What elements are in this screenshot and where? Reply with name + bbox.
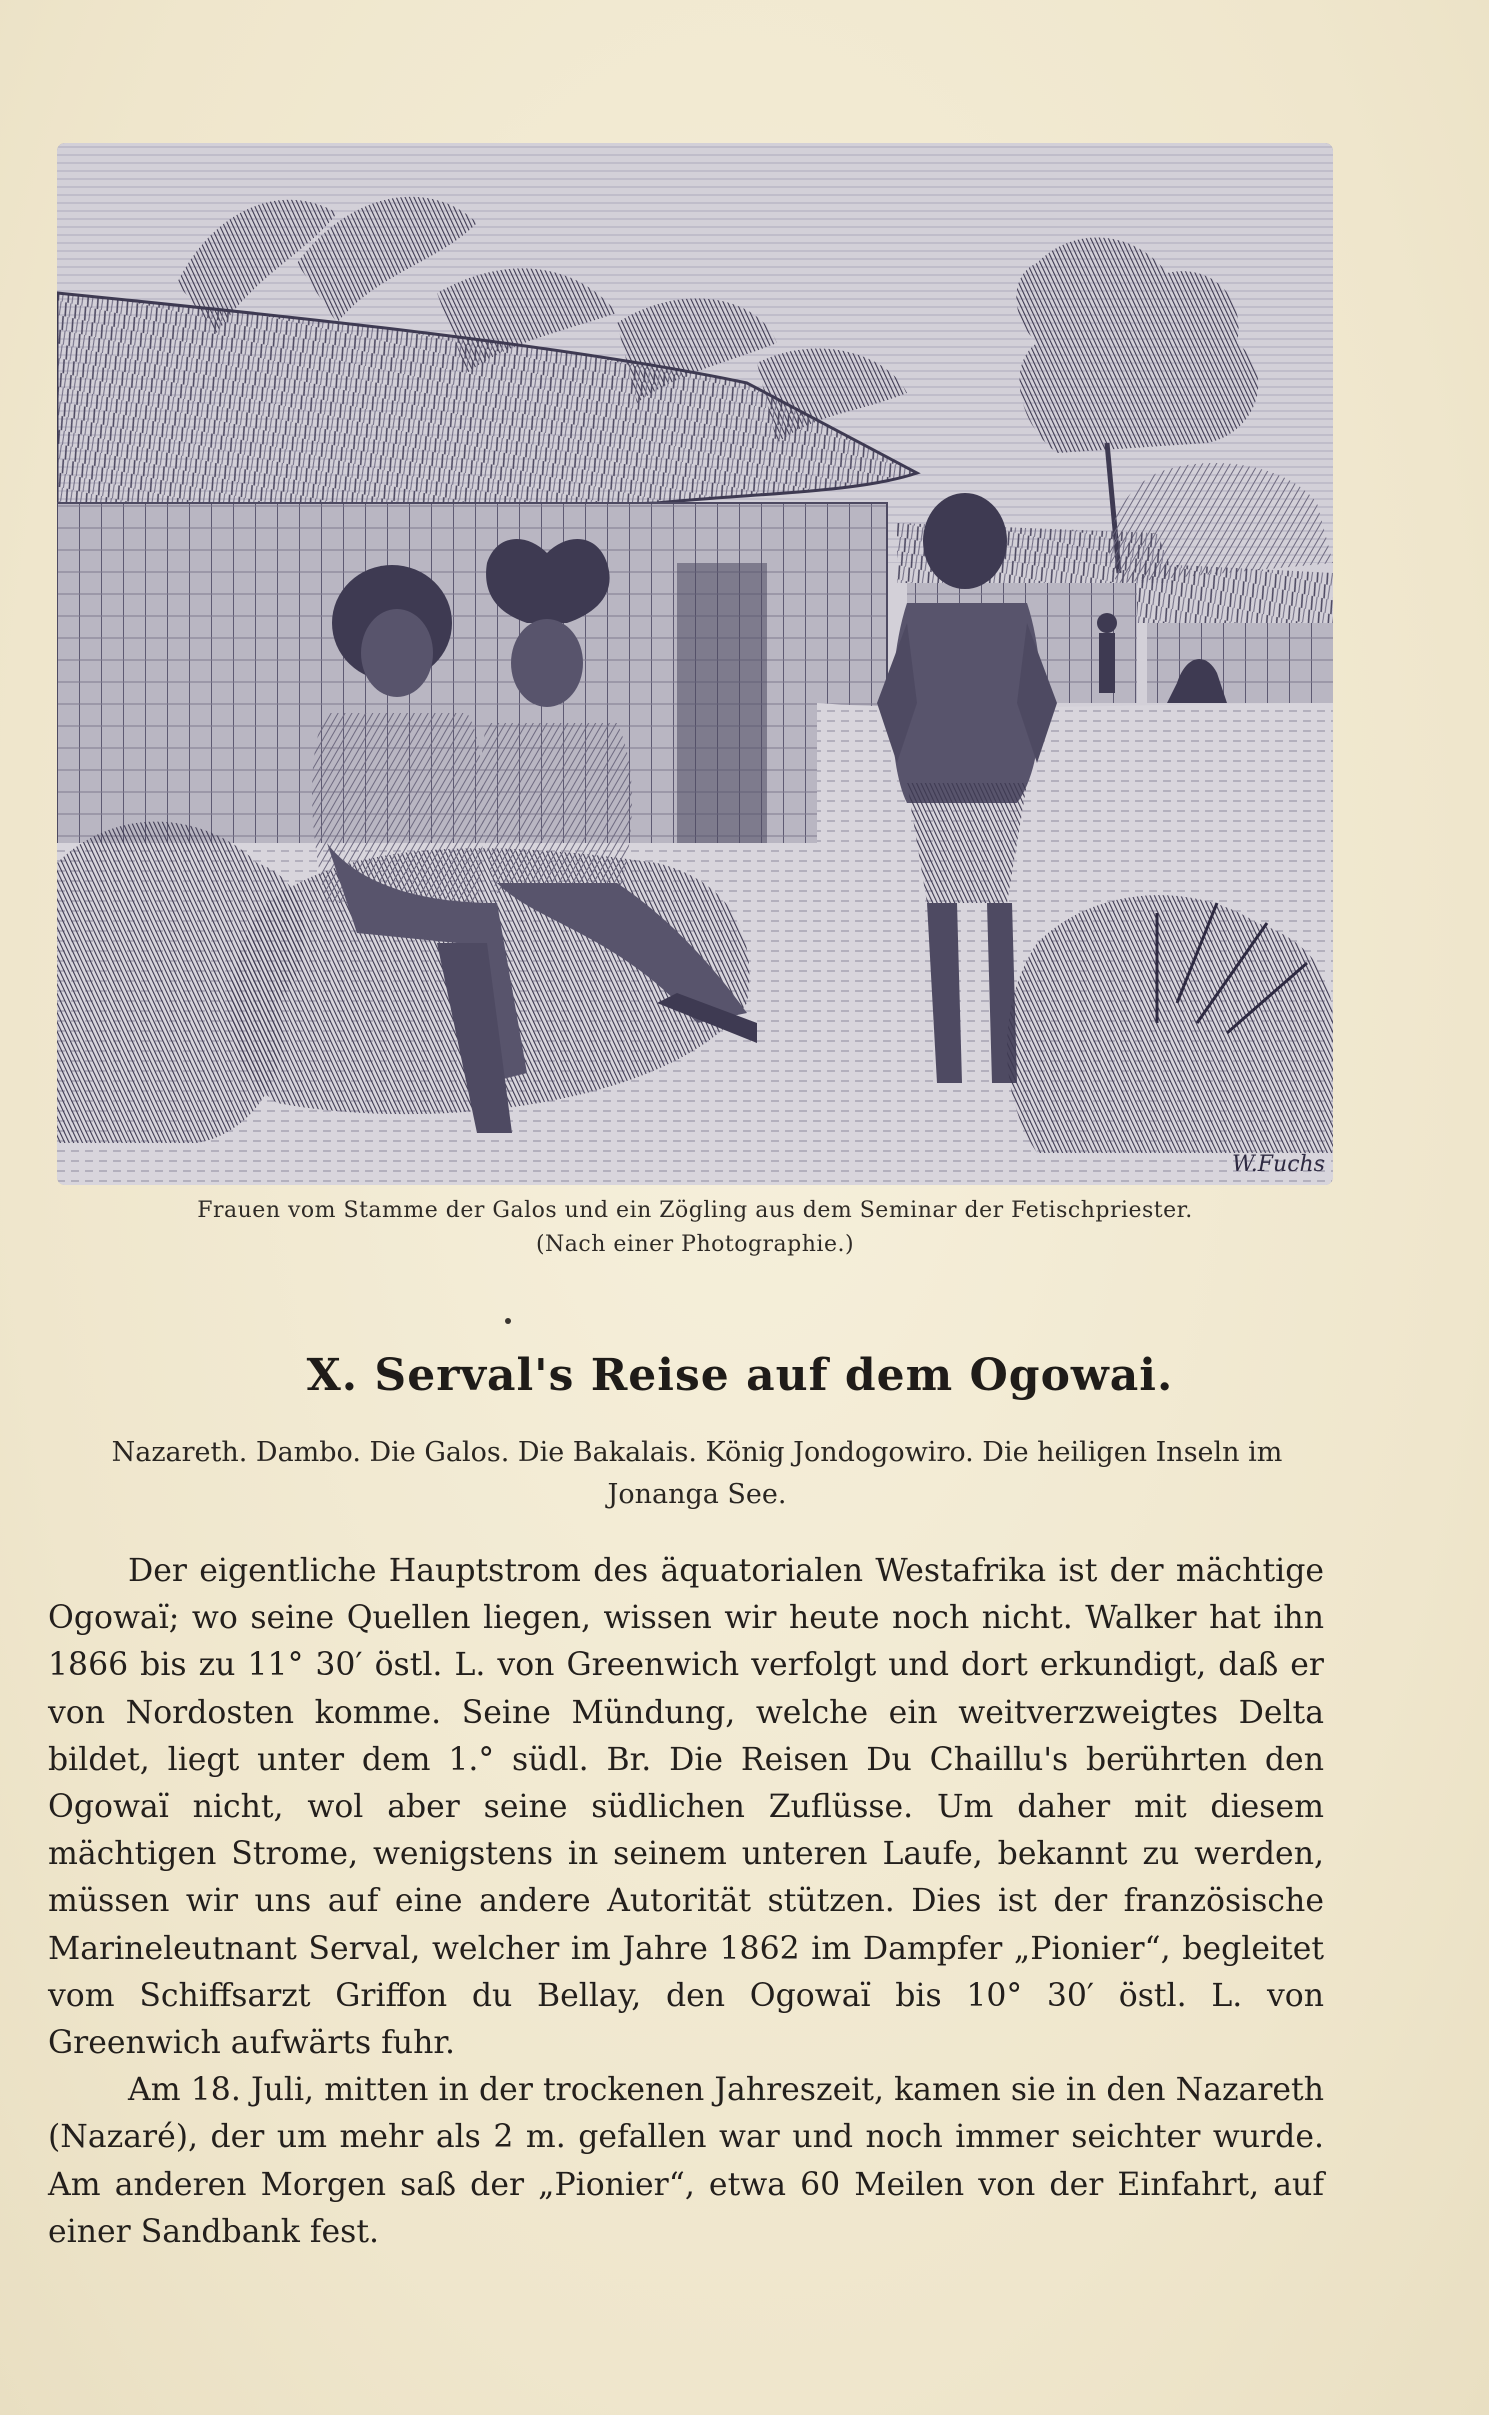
engraving-illustration xyxy=(57,143,1333,1185)
paragraph-2: Am 18. Juli, mitten in der trockenen Jahreszeit, kamen sie in den Nazareth (Nazaré), der um mehr als 2 m. gefallen war und noch immer seichter wurde. Am anderen Morgen saß der „Pionier“, etwa 60 Meilen von der Einfahrt, auf einer Sandbank fest. xyxy=(48,2072,1324,2250)
body-text xyxy=(48,1548,1324,2256)
chapter-title: X. Serval's Reise auf dem Ogowai. xyxy=(306,1350,1174,1401)
figure-caption-line1: Frauen vom Stamme der Galos und ein Zögling aus dem Seminar der Fetischpriester. xyxy=(197,1198,1193,1223)
chapter-summary: Nazareth. Dambo. Die Galos. Die Bakalais. König Jondogowiro. Die heiligen Inseln im Jonanga See. xyxy=(111,1437,1283,1510)
stray-dot xyxy=(505,1318,511,1324)
engraving-drawing xyxy=(57,143,1333,1185)
figure-caption-line2: (Nach einer Photographie.) xyxy=(535,1232,855,1257)
paragraph-1: Der eigentliche Hauptstrom des äquatorialen Westafrika ist der mächtige Ogowaï; wo seine Quellen liegen, wissen wir heute noch nicht. Walker hat ihn 1866 bis zu 11° 30′ östl. L. von Greenwich verfolgt und dort erkundigt, daß er von Nordosten komme. Seine Mündung, welche ein weitverzweigtes Delta bildet, liegt unter dem 1.° südl. Br. Die Reisen Du Chaillu's berührten den Ogowaï nicht, wol aber seine südlichen Zuflüsse. Um daher mit diesem mächtigen Strome, wenigstens in seinem unteren Laufe, bekannt zu werden, müssen wir uns auf eine andere Autorität stützen. Dies ist der französische Marineleutnant Serval, welcher im Jahre 1862 im Dampfer „Pionier“, begleitet vom Schiffsarzt Griffon du Bellay, den Ogowaï bis 10° 30′ östl. L. von Greenwich aufwärts fuhr. xyxy=(48,1553,1324,2062)
engraver-signature: W.Fuchs xyxy=(1232,1152,1325,1177)
